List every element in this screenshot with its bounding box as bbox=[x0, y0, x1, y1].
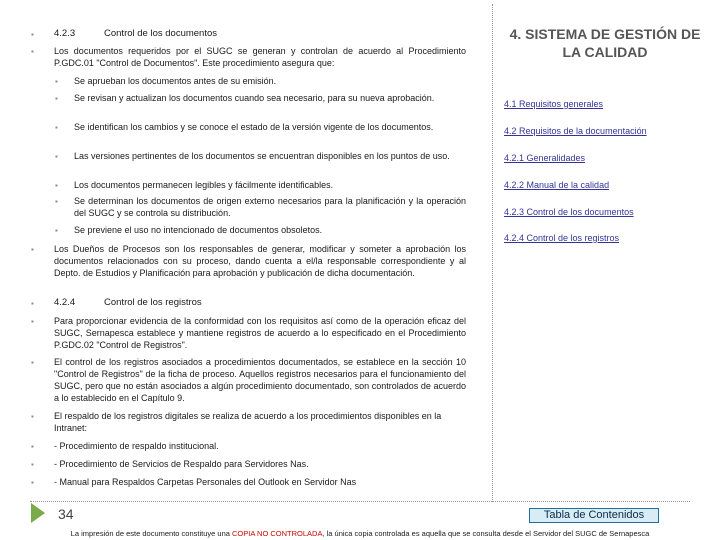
bullet-icon: ▪ bbox=[55, 197, 58, 206]
bullet-icon: ▪ bbox=[55, 123, 58, 132]
backup-item: - Procedimiento de Servicios de Respaldo para Servidores Nas. bbox=[54, 459, 309, 469]
subsection-title: Control de los registros bbox=[104, 297, 202, 308]
bullet-icon: ▪ bbox=[31, 460, 34, 469]
intro-paragraph: Los documentos requeridos por el SUGC se generan y controlan de acuerdo al Procedimiento P.GDC.01 "Control de Documentos". Este procedimiento asegura que: bbox=[54, 46, 466, 68]
footer-notice-text: , la única copia controlada es aquella que se consulta desde el Servidor del SUGC de Sernapesca bbox=[322, 529, 650, 538]
bullet-icon: ▪ bbox=[31, 317, 34, 326]
list-item: Las versiones pertinentes de los documentos se encuentran disponibles en los puntos de uso. bbox=[74, 151, 450, 161]
records-paragraph-3: El respaldo de los registros digitales se realiza de acuerdo a los procedimientos disponibles en la Intranet: bbox=[54, 411, 442, 433]
list-item: Se determinan los documentos de origen externo necesarios para la planificación y la operación del SUGC y se controla su distribución. bbox=[74, 196, 466, 218]
subsection-number: 4.2.4 bbox=[54, 297, 76, 308]
bullet-icon: ▪ bbox=[55, 94, 58, 103]
bullet-icon: ▪ bbox=[55, 226, 58, 235]
page-arrow-icon bbox=[31, 503, 45, 523]
bullet-icon: ▪ bbox=[55, 152, 58, 161]
bullet-icon: ▪ bbox=[31, 47, 34, 56]
list-item: Se aprueban los documentos antes de su emisión. bbox=[74, 76, 277, 86]
bullet-icon: ▪ bbox=[31, 358, 34, 367]
bullet-icon: ▪ bbox=[31, 299, 34, 308]
subsection-title: Control de los documentos bbox=[104, 28, 218, 39]
toc-link-4-2-3[interactable]: 4.2.3 Control de los documentos bbox=[504, 207, 634, 217]
toc-link-4-2[interactable]: 4.2 Requisitos de la documentación bbox=[504, 126, 647, 136]
bullet-icon: ▪ bbox=[55, 181, 58, 190]
chapter-title: 4. SISTEMA DE GESTIÓN DE LA CALIDAD bbox=[509, 26, 701, 60]
page-number: 34 bbox=[58, 506, 74, 522]
bullet-icon: ▪ bbox=[55, 77, 58, 86]
list-item: Se revisan y actualizan los documentos cuando sea necesario, para su nueva aprobación. bbox=[74, 93, 435, 103]
list-item: Los documentos permanecen legibles y fácilmente identificables. bbox=[74, 180, 334, 190]
table-of-contents-button[interactable]: Tabla de Contenidos bbox=[529, 508, 659, 523]
toc-link-4-2-1[interactable]: 4.2.1 Generalidades bbox=[504, 153, 586, 163]
vertical-divider bbox=[492, 4, 493, 502]
horizontal-divider bbox=[30, 501, 690, 502]
backup-item: - Procedimiento de respaldo institucional. bbox=[54, 441, 219, 451]
list-item: Se previene el uso no intencionado de documentos obsoletos. bbox=[74, 225, 323, 235]
bullet-icon: ▪ bbox=[31, 412, 34, 421]
bullet-icon: ▪ bbox=[31, 245, 34, 254]
footer-notice bbox=[0, 529, 720, 539]
bullet-icon: ▪ bbox=[31, 478, 34, 487]
subsection-number: 4.2.3 bbox=[54, 28, 76, 39]
list-item: Se identifican los cambios y se conoce el estado de la versión vigente de los documentos. bbox=[74, 122, 434, 132]
uncontrolled-copy-warning: COPIA NO CONTROLADA bbox=[232, 529, 323, 538]
records-paragraph-1: Para proporcionar evidencia de la conformidad con los requisitos así como de la operación eficaz del SUGC, Sernapesca establece y mantiene registros de acuerdo a lo especificado en el Procedimiento P.GDC.02 "Control de Registros". bbox=[54, 316, 466, 350]
toc-link-4-1[interactable]: 4.1 Requisitos generales bbox=[504, 99, 604, 109]
records-paragraph-2: El control de los registros asociados a procedimientos documentados, se establece en la sección 10 "Control de Registros" de la ficha de proceso. Aquellos registros necesarios para el funcionamiento del SUGC, pero que no están asociados a algún procedimiento documentado, son controlados de acuerdo a lo establecido en el Capítulo 9. bbox=[54, 357, 466, 403]
toc-link-4-2-4[interactable]: 4.2.4 Control de los registros bbox=[504, 233, 620, 243]
owners-paragraph: Los Dueños de Procesos son los responsables de generar, modificar y someter a aprobación los documentos relacionados con su proceso, dando cuenta a el/la responsable correspondiente y al Depto. de Estudios y Planificación para aprobación y publicación de dicha documentación. bbox=[54, 244, 466, 278]
toc-link-4-2-2[interactable]: 4.2.2 Manual de la calidad bbox=[504, 180, 610, 190]
footer-notice-text: La impresión de este documento constituye una bbox=[70, 529, 233, 538]
backup-item: - Manual para Respaldos Carpetas Personales del Outlook en Servidor Nas bbox=[54, 477, 357, 487]
bullet-icon: ▪ bbox=[31, 442, 34, 451]
bullet-icon: ▪ bbox=[31, 30, 34, 39]
